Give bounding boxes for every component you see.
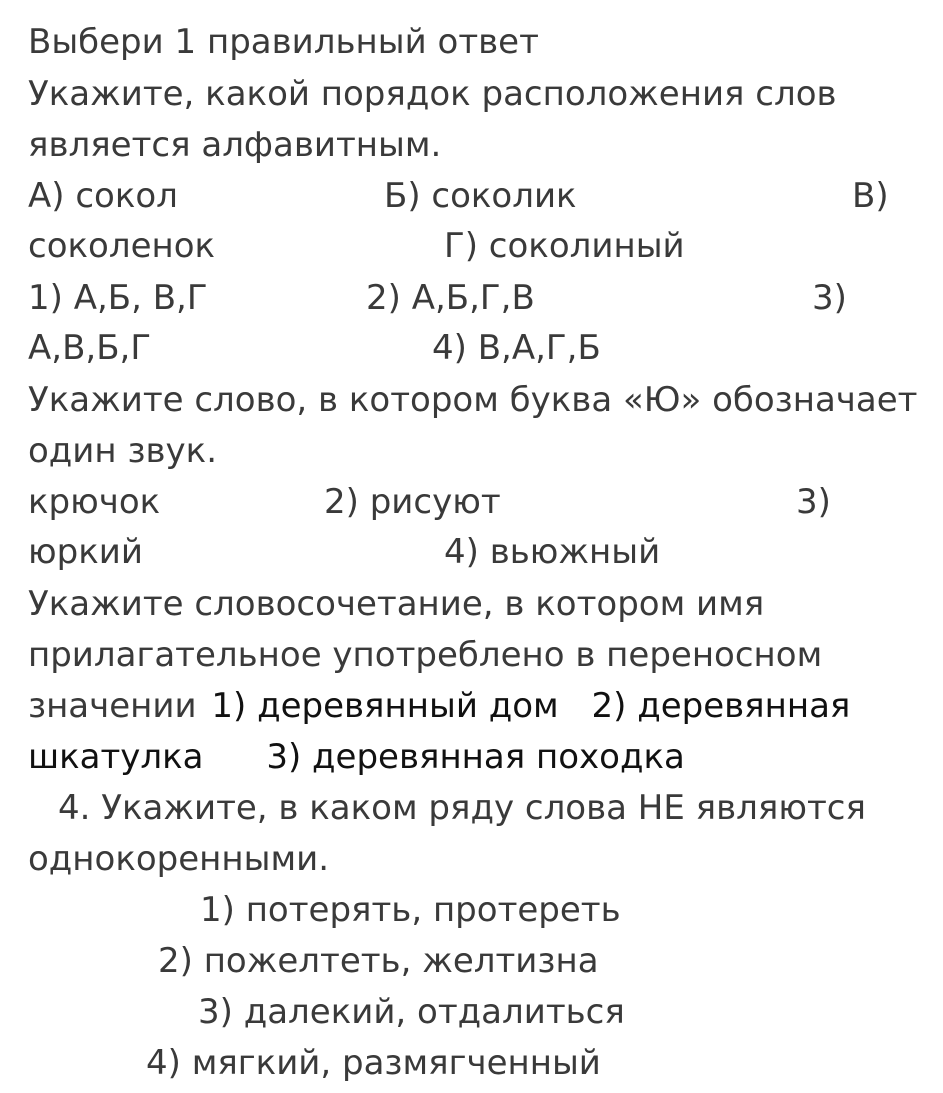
q1-answer-3-value-text: А,В,Б,Г <box>28 328 152 368</box>
q1-answer-1-text: 1) А,Б, В,Г <box>28 278 208 318</box>
q2-option-4 <box>444 526 660 578</box>
q1-text-line-1 <box>28 68 837 120</box>
q1-answer-3-marker-text: 3) <box>812 278 847 318</box>
q4-option-2-text: 2) пожелтеть, желтизна <box>158 941 599 981</box>
q1-option-a <box>28 170 178 222</box>
q2-option-1 <box>28 476 160 528</box>
q2-text-line-1 <box>28 374 917 426</box>
q3-option-1: 1) деревянный дом <box>211 686 559 726</box>
q1-text-2: является алфавитным. <box>28 125 442 165</box>
q3-option-2-end: шкатулка <box>28 737 204 777</box>
q4-text-2: однокоренными. <box>28 839 330 879</box>
q2-option-3-word <box>28 526 143 578</box>
q4-option-3 <box>198 986 625 1038</box>
q2-option-3-marker <box>796 476 831 528</box>
q1-option-v-word-text: соколенок <box>28 226 216 266</box>
q3-text-line-1 <box>28 578 764 630</box>
q1-answer-3-value <box>28 322 151 374</box>
q1-answer-2 <box>366 272 535 324</box>
q1-text-1: Укажите, какой порядок расположения слов <box>28 74 837 114</box>
q4-option-3-text: 3) далекий, отдалиться <box>198 992 625 1032</box>
q2-option-3-marker-text: 3) <box>796 482 831 522</box>
header-text: Выбери 1 правильный ответ <box>28 22 539 62</box>
q3-option-3: 3) деревянная походка <box>266 737 685 777</box>
q1-option-a-text: А) сокол <box>28 176 178 216</box>
q4-text-line-2 <box>28 833 329 885</box>
q1-text-line-2 <box>28 119 441 171</box>
q1-answer-2-text: 2) А,Б,Г,В <box>366 278 535 318</box>
q4-option-4-text: 4) мягкий, размягченный <box>146 1043 601 1083</box>
q2-text-1: Укажите слово, в котором буква «Ю» обозначает <box>28 380 918 420</box>
q2-option-3-word-text: юркий <box>28 532 143 572</box>
q2-option-4-text: 4) вьюжный <box>444 532 661 572</box>
q4-option-4 <box>146 1037 601 1089</box>
q3-option-2-start: 2) деревянная <box>591 686 851 726</box>
q3-text-1: Укажите словосочетание, в котором имя <box>28 584 765 624</box>
q2-text-line-2 <box>28 425 217 477</box>
q4-option-2 <box>158 935 599 987</box>
q2-option-1-text: крючок <box>28 482 161 522</box>
q1-answer-1 <box>28 272 208 324</box>
q3-text-2: прилагательное употреблено в переносном <box>28 635 823 675</box>
header-line <box>28 16 539 68</box>
q1-option-v-word <box>28 220 215 272</box>
q4-text-1: 4. Укажите, в каком ряду слова НЕ являются <box>58 788 866 828</box>
q1-option-g <box>444 220 685 272</box>
q2-option-2 <box>324 476 501 528</box>
q1-answer-3-marker <box>812 272 847 324</box>
q4-option-1 <box>200 884 621 936</box>
q1-option-b-text: Б) соколик <box>384 176 577 216</box>
q1-option-b <box>384 170 577 222</box>
q3-text-line-2 <box>28 629 822 681</box>
q2-text-2: один звук. <box>28 431 218 471</box>
q1-option-v-marker-text: В) <box>852 176 889 216</box>
q3-text-line-4 <box>28 731 685 783</box>
q4-option-1-text: 1) потерять, протереть <box>200 890 621 930</box>
q3-text-line-3 <box>28 680 850 732</box>
q1-answer-4-text: 4) В,А,Г,Б <box>432 328 601 368</box>
q4-text-line-1 <box>58 782 866 834</box>
q2-option-2-text: 2) рисуют <box>324 482 501 522</box>
q3-text-3-start: значении <box>28 686 197 726</box>
q1-option-v-marker <box>852 170 889 222</box>
q1-answer-4 <box>432 322 601 374</box>
q1-option-g-text: Г) соколиный <box>444 226 685 266</box>
